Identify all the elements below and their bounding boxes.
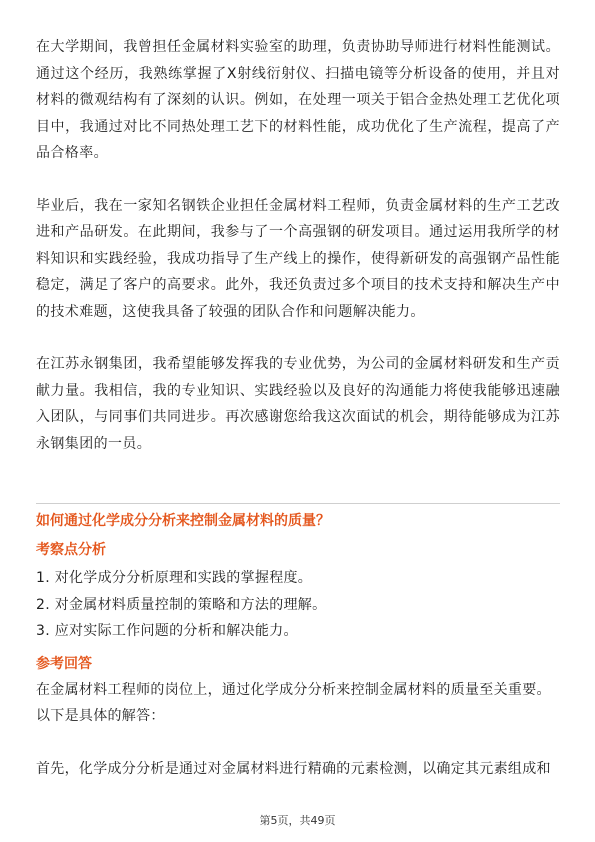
body-text	[36, 34, 560, 457]
analysis-point: 3. 应对实际工作问题的分析和解决能力。	[36, 623, 298, 639]
interview-question-section	[36, 509, 560, 782]
answer-first-point: 首先，化学成分分析是通过对金属材料进行精确的元素检测，以确定其元素组成和	[36, 760, 551, 777]
paragraph-university: 在大学期间，我曾担任金属材料实验室的助理，负责协助导师进行材料性能测试。通过这个经历，我熟练掌握了X射线衍射仪、扫描电镜等分析设备的使用，并且对材料的微观结构有了深刻的认识。例如，在处理一项关于铝合金热处理工艺优化项目中，我通过对比不同热处理工艺下的材料性能，成功优化了生产流程，提高了产品合格率。	[36, 39, 560, 161]
analysis-heading: 考察点分析	[36, 542, 106, 558]
analysis-points	[36, 565, 560, 645]
page-number: 第5页，共49页	[259, 814, 336, 827]
section-divider	[36, 503, 560, 504]
analysis-point: 2. 对金属材料质量控制的策略和方法的理解。	[36, 596, 327, 613]
answer-heading: 参考回答	[36, 655, 92, 672]
answer-intro: 在金属材料工程师的岗位上，通过化学成分分析来控制金属材料的质量至关重要。以下是具体的解答：	[36, 681, 551, 724]
paragraph-work-experience: 毕业后，我在一家知名钢铁企业担任金属材料工程师，负责金属材料的生产工艺改进和产品研发。在此期间，我参与了一个高强钢的研发项目。通过运用我所学的材料知识和实践经验，我成功指导了生产线上的操作，使得新研发的高强钢产品性能稳定，满足了客户的高要求。此外，我还负责过多个项目的技术支持和解决生产中的技术难题，这使我具备了较强的团队合作和问题解决能力。	[36, 197, 560, 320]
question-title: 如何通过化学成分分析来控制金属材料的质量？	[36, 513, 330, 529]
analysis-point: 1. 对化学成分分析原理和实践的掌握程度。	[36, 570, 313, 586]
paragraph-closing: 在江苏永钢集团，我希望能够发挥我的专业优势，为公司的金属材料研发和生产贡献力量。我相信，我的专业知识、实践经验以及良好的沟通能力将使我能够迅速融入团队，与同事们共同进步。再次感谢您给我这次面试的机会，期待能够成为江苏永钢集团的一员。	[36, 356, 560, 452]
